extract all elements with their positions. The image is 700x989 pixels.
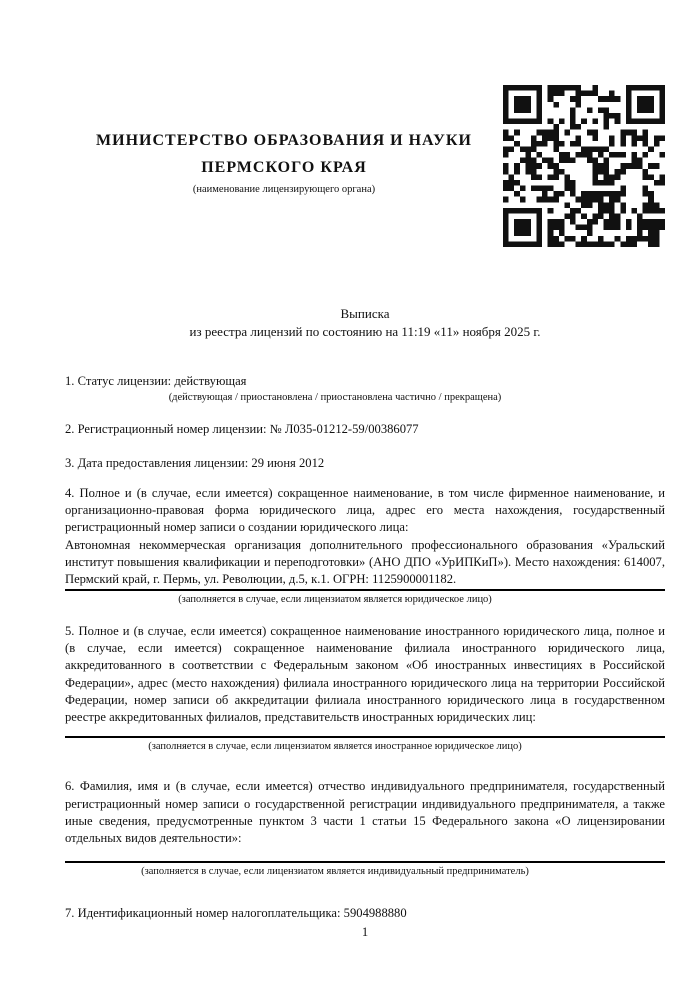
- grant-date-text: 3. Дата предоставления лицензии: 29 июня 2012: [65, 455, 325, 470]
- license-status-caption: (действующая / приостановлена / приостановлена частично / прекращена): [168, 392, 502, 404]
- field-grant-date: [65, 455, 665, 472]
- document-title-block: [65, 305, 665, 340]
- legal-entity-caption: (заполняется в случае, если лицензиатом является юридическое лицо): [178, 593, 492, 605]
- field-foreign-entity: [65, 623, 665, 755]
- foreign-entity-caption: (заполняется в случае, если лицензиатом является иностранное юридическое лицо): [148, 741, 522, 753]
- document-title: Выписка: [340, 306, 390, 321]
- foreign-entity-question: 5. Полное и (в случае, если имеется) сокращенное наименование иностранного юридического лица, полное и (в случае, если имеется) сокращенное наименование филиала иностранного юридического лица, аккредитованного в соответствии с Федеральным законом «Об иностранных инвестициях в Российской Федерации», адрес (место нахождения) филиала иностранного юридического лица на территории Российской Федерации, номер записи об аккредитации филиала иностранного юридического лица в государственном реестре аккредитованных филиалов, представительств иностранных юридических лиц:: [65, 623, 665, 725]
- field-legal-entity: [65, 485, 665, 607]
- field-registration-number: [65, 421, 665, 438]
- fill-in-line: [65, 861, 665, 863]
- qr-code-icon: [503, 85, 665, 247]
- individual-entrepreneur-question: 6. Фамилия, имя и (в случае, если имеется) отчество индивидуального предпринимателя, государственный регистрационный номер записи о государственной регистрации индивидуального предпринимателя, а также иные сведения, предусмотренные пунктом 3 части 1 статьи 15 Федерального закона «О лицензировании отдельных видов деятельности»:: [65, 779, 665, 846]
- fields-list: [65, 373, 665, 922]
- ministry-name-line2: ПЕРМСКОГО КРАЯ: [201, 159, 367, 176]
- license-status-text: 1. Статус лицензии: действующая: [65, 374, 247, 388]
- registration-number-text: 2. Регистрационный номер лицензии: № Л035-01212-59/00386077: [65, 422, 419, 437]
- inn-text: 7. Идентификационный номер налогоплательщика: 5904988880: [65, 905, 407, 920]
- field-individual-entrepreneur: [65, 778, 665, 878]
- field-license-status: [65, 373, 665, 405]
- fill-in-line: [65, 589, 665, 591]
- field-inn: [65, 905, 665, 922]
- document-subtitle: из реестра лицензий по состоянию на 11:19 «11» ноября 2025 г.: [189, 323, 541, 339]
- fill-in-line: [65, 736, 665, 738]
- legal-entity-answer: Автономная некоммерческая организация дополнительного профессионального образования «Уральский институт повышения квалификации и переподготовки» (АНО ДПО «УрИПКиП»). Место нахождения: 614007, Пермский край, г. Пермь, ул. Революции, д.5, к.1. ОГРН: 1125900001182.: [65, 537, 665, 587]
- document-header: [65, 85, 665, 247]
- page-number: 1: [361, 925, 369, 939]
- issuing-authority-caption: (наименование лицензирующего органа): [192, 184, 376, 195]
- legal-entity-question: 4. Полное и (в случае, если имеется) сокращенное наименование, в том числе фирменное наименование, и организационно-правовая форма юридического лица, адрес его места нахождения, государственный регистрационный номер записи о создании юридического лица:: [65, 485, 665, 535]
- individual-entrepreneur-caption: (заполняется в случае, если лицензиатом является индивидуальный предприниматель): [141, 865, 529, 877]
- issuing-authority-block: [65, 85, 503, 195]
- ministry-name-line1: МИНИСТЕРСТВО ОБРАЗОВАНИЯ И НАУКИ: [96, 132, 472, 149]
